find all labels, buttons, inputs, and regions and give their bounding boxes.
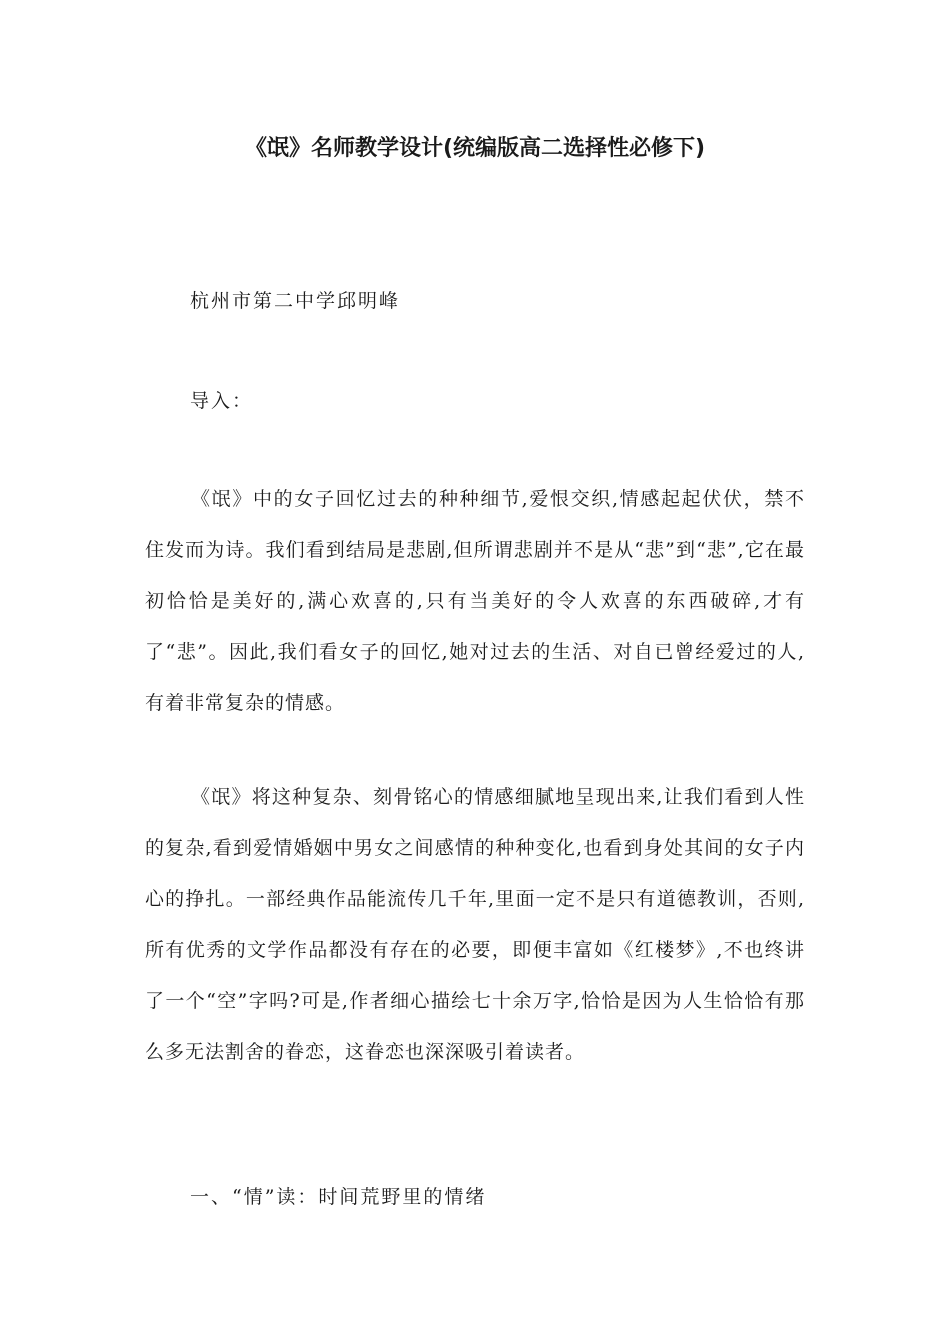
document-title: 《氓》名师教学设计(统编版高二选择性必修下)	[244, 136, 706, 161]
author-line: 杭州市第二中学邱明峰	[190, 290, 401, 312]
section-heading: 一、“情”读：时间荒野里的情绪	[190, 1186, 487, 1208]
paragraph: 《氓》将这种复杂、刻骨铭心的情感细腻地呈现出来,让我们看到人性的复杂,看到爱情婚姻中男女之间感情的种种变化,也看到身处其间的女子内心的挣扎。一部经典作品能流传几千年,里面一定不是只有道德教训，否则,所有优秀的文学作品都没有存在的必要，即便丰富如《红楼梦》,不也终讲了一个“空”字吗?可是,作者细心描绘七十余万字,恰恰是因为人生恰恰有那么多无法割舍的眷恋，这眷恋也深深吸引着读者。	[145, 786, 805, 1063]
intro-label: 导入：	[190, 390, 254, 412]
paragraph: 《氓》中的女子回忆过去的种种细节,爱恨交织,情感起起伏伏，禁不住发而为诗。我们看到结局是悲剧,但所谓悲剧并不是从“悲”到“悲”,它在最初恰恰是美好的,满心欢喜的,只有当美好的令人欢喜的东西破碎,才有了“悲”。因此,我们看女子的回忆,她对过去的生活、对自已曾经爱过的人,有着非常复杂的情感。	[145, 488, 805, 714]
